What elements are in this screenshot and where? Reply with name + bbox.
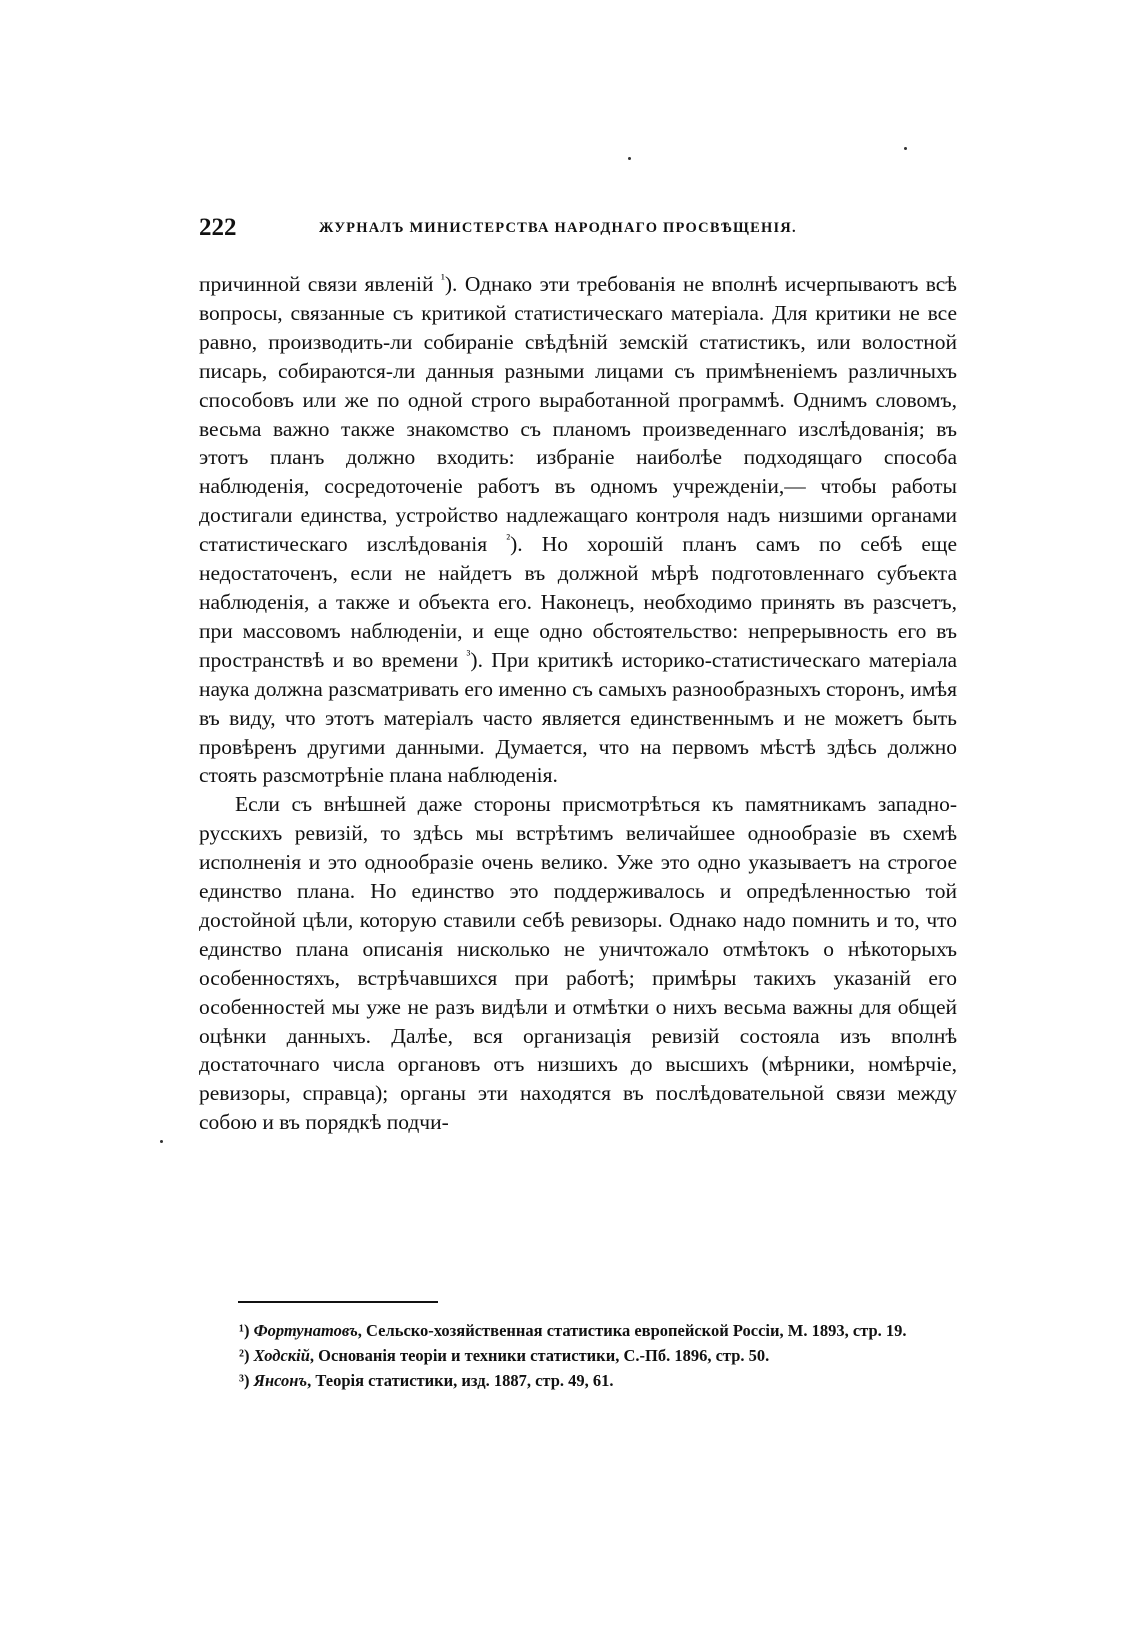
footnote-text: , Теорія статистики, изд. 1887, стр. 49, 61. xyxy=(307,1371,614,1390)
footnote-ref: ² xyxy=(506,531,511,546)
footnote-ref: ¹ xyxy=(440,270,445,286)
footnote-ref: ³ xyxy=(466,646,471,662)
speck-mark xyxy=(628,157,631,160)
text-run: ). Однако эти требованія не вполнѣ исчерпываютъ всѣ вопросы, связанные съ критикой статистическаго матеріала. Для критики не все равно, производить-ли собираніе свѣдѣній земскій статистикъ, или волостной писарь, собираются-ли данныя разными лицами съ примѣненіемъ различныхъ способовъ или же по одной строго выработанной программѣ. Однимъ словомъ, весьма важно также знакомство съ планомъ произведеннаго изслѣдованія; въ этотъ планъ должно входить: избраніе наиболѣе подходящаго способа наблюденія, сосредоточеніе работъ въ одномъ учрежденіи,— чтобы работы достигали единства, устройство надлежащаго контроля надъ низшими органами статистическаго изслѣдованія xyxy=(199,272,957,557)
footnote xyxy=(199,1343,957,1368)
footnote-marker: ¹) xyxy=(239,1321,254,1340)
footnote-marker: ²) xyxy=(239,1346,254,1365)
paragraph xyxy=(199,270,957,790)
footnote xyxy=(199,1368,957,1393)
main-text xyxy=(199,270,957,1137)
page-number: 222 xyxy=(199,214,237,241)
running-header xyxy=(199,214,957,244)
footnote-text: , Основанія теоріи и техники статистики, С.-Пб. 1896, стр. 50. xyxy=(309,1346,770,1365)
footnote-rule xyxy=(238,1301,438,1303)
paragraph: Если съ внѣшней даже стороны присмотрѣться къ памятникамъ западно-русскихъ ревизій, то здѣсь мы встрѣтимъ величайшее однообразіе въ схемѣ исполненія и это однообразіе очень велико. Уже это одно указываетъ на строгое единство плана. Но единство это поддерживалось и опредѣленностью той достойной цѣли, которую ставили себѣ ревизоры. Однако надо помнить и то, что единство плана описанія нисколько не уничтожало отмѣтокъ о нѣкоторыхъ особенностяхъ, встрѣчавшихся при работѣ; примѣры такихъ указаній его особенностей мы уже не разъ видѣли и отмѣтки о нихъ весьма важны для общей оцѣнки данныхъ. Далѣе, вся организація ревизій состояла изъ вполнѣ достаточнаго числа органовъ отъ низшихъ до высшихъ (мѣрники, номѣрчіе, ревизоры, справца); органы эти находятся въ послѣдовательной связи между собою и въ порядкѣ подчи- xyxy=(199,792,957,1135)
text-run: причинной связи явленій xyxy=(199,272,441,296)
footnotes xyxy=(199,1318,957,1393)
text-run: ). Но хорошій планъ самъ по себѣ еще недостаточенъ, если не найдетъ въ должной мѣрѣ подготовленнаго субъекта наблюденія, а также и объекта его. Наконецъ, необходимо принять въ разсчетъ, при массовомъ наблюденіи, и еще одно обстоятельство: непрерывность его въ пространствѣ и во времени xyxy=(199,532,958,672)
footnote xyxy=(199,1318,957,1343)
footnote-author: Ходскій xyxy=(253,1346,310,1365)
footnote-author: Фортунатовъ xyxy=(253,1321,358,1340)
running-title: ЖУРНАЛЪ МИНИСТЕРСТВА НАРОДНАГО ПРОСВѢЩЕНІЯ. xyxy=(319,220,797,236)
footnote-author: Янсонъ xyxy=(253,1371,308,1390)
speck-mark xyxy=(160,1140,163,1143)
speck-mark xyxy=(904,147,907,150)
footnote-marker: ³) xyxy=(239,1371,254,1390)
text-run: ). При критикѣ историко-статистическаго матеріала наука должна разсматривать его именно съ самыхъ разнообразныхъ сторонъ, имѣя въ виду, что этотъ матеріалъ часто является единственнымъ и не можетъ быть провѣренъ другими данными. Думается, что на первомъ мѣстѣ здѣсь должно стоять разсмотрѣніе плана наблюденія. xyxy=(199,647,958,788)
footnote-text: , Сельско-хозяйственная статистика европейской Россіи, М. 1893, стр. 19. xyxy=(357,1321,907,1340)
